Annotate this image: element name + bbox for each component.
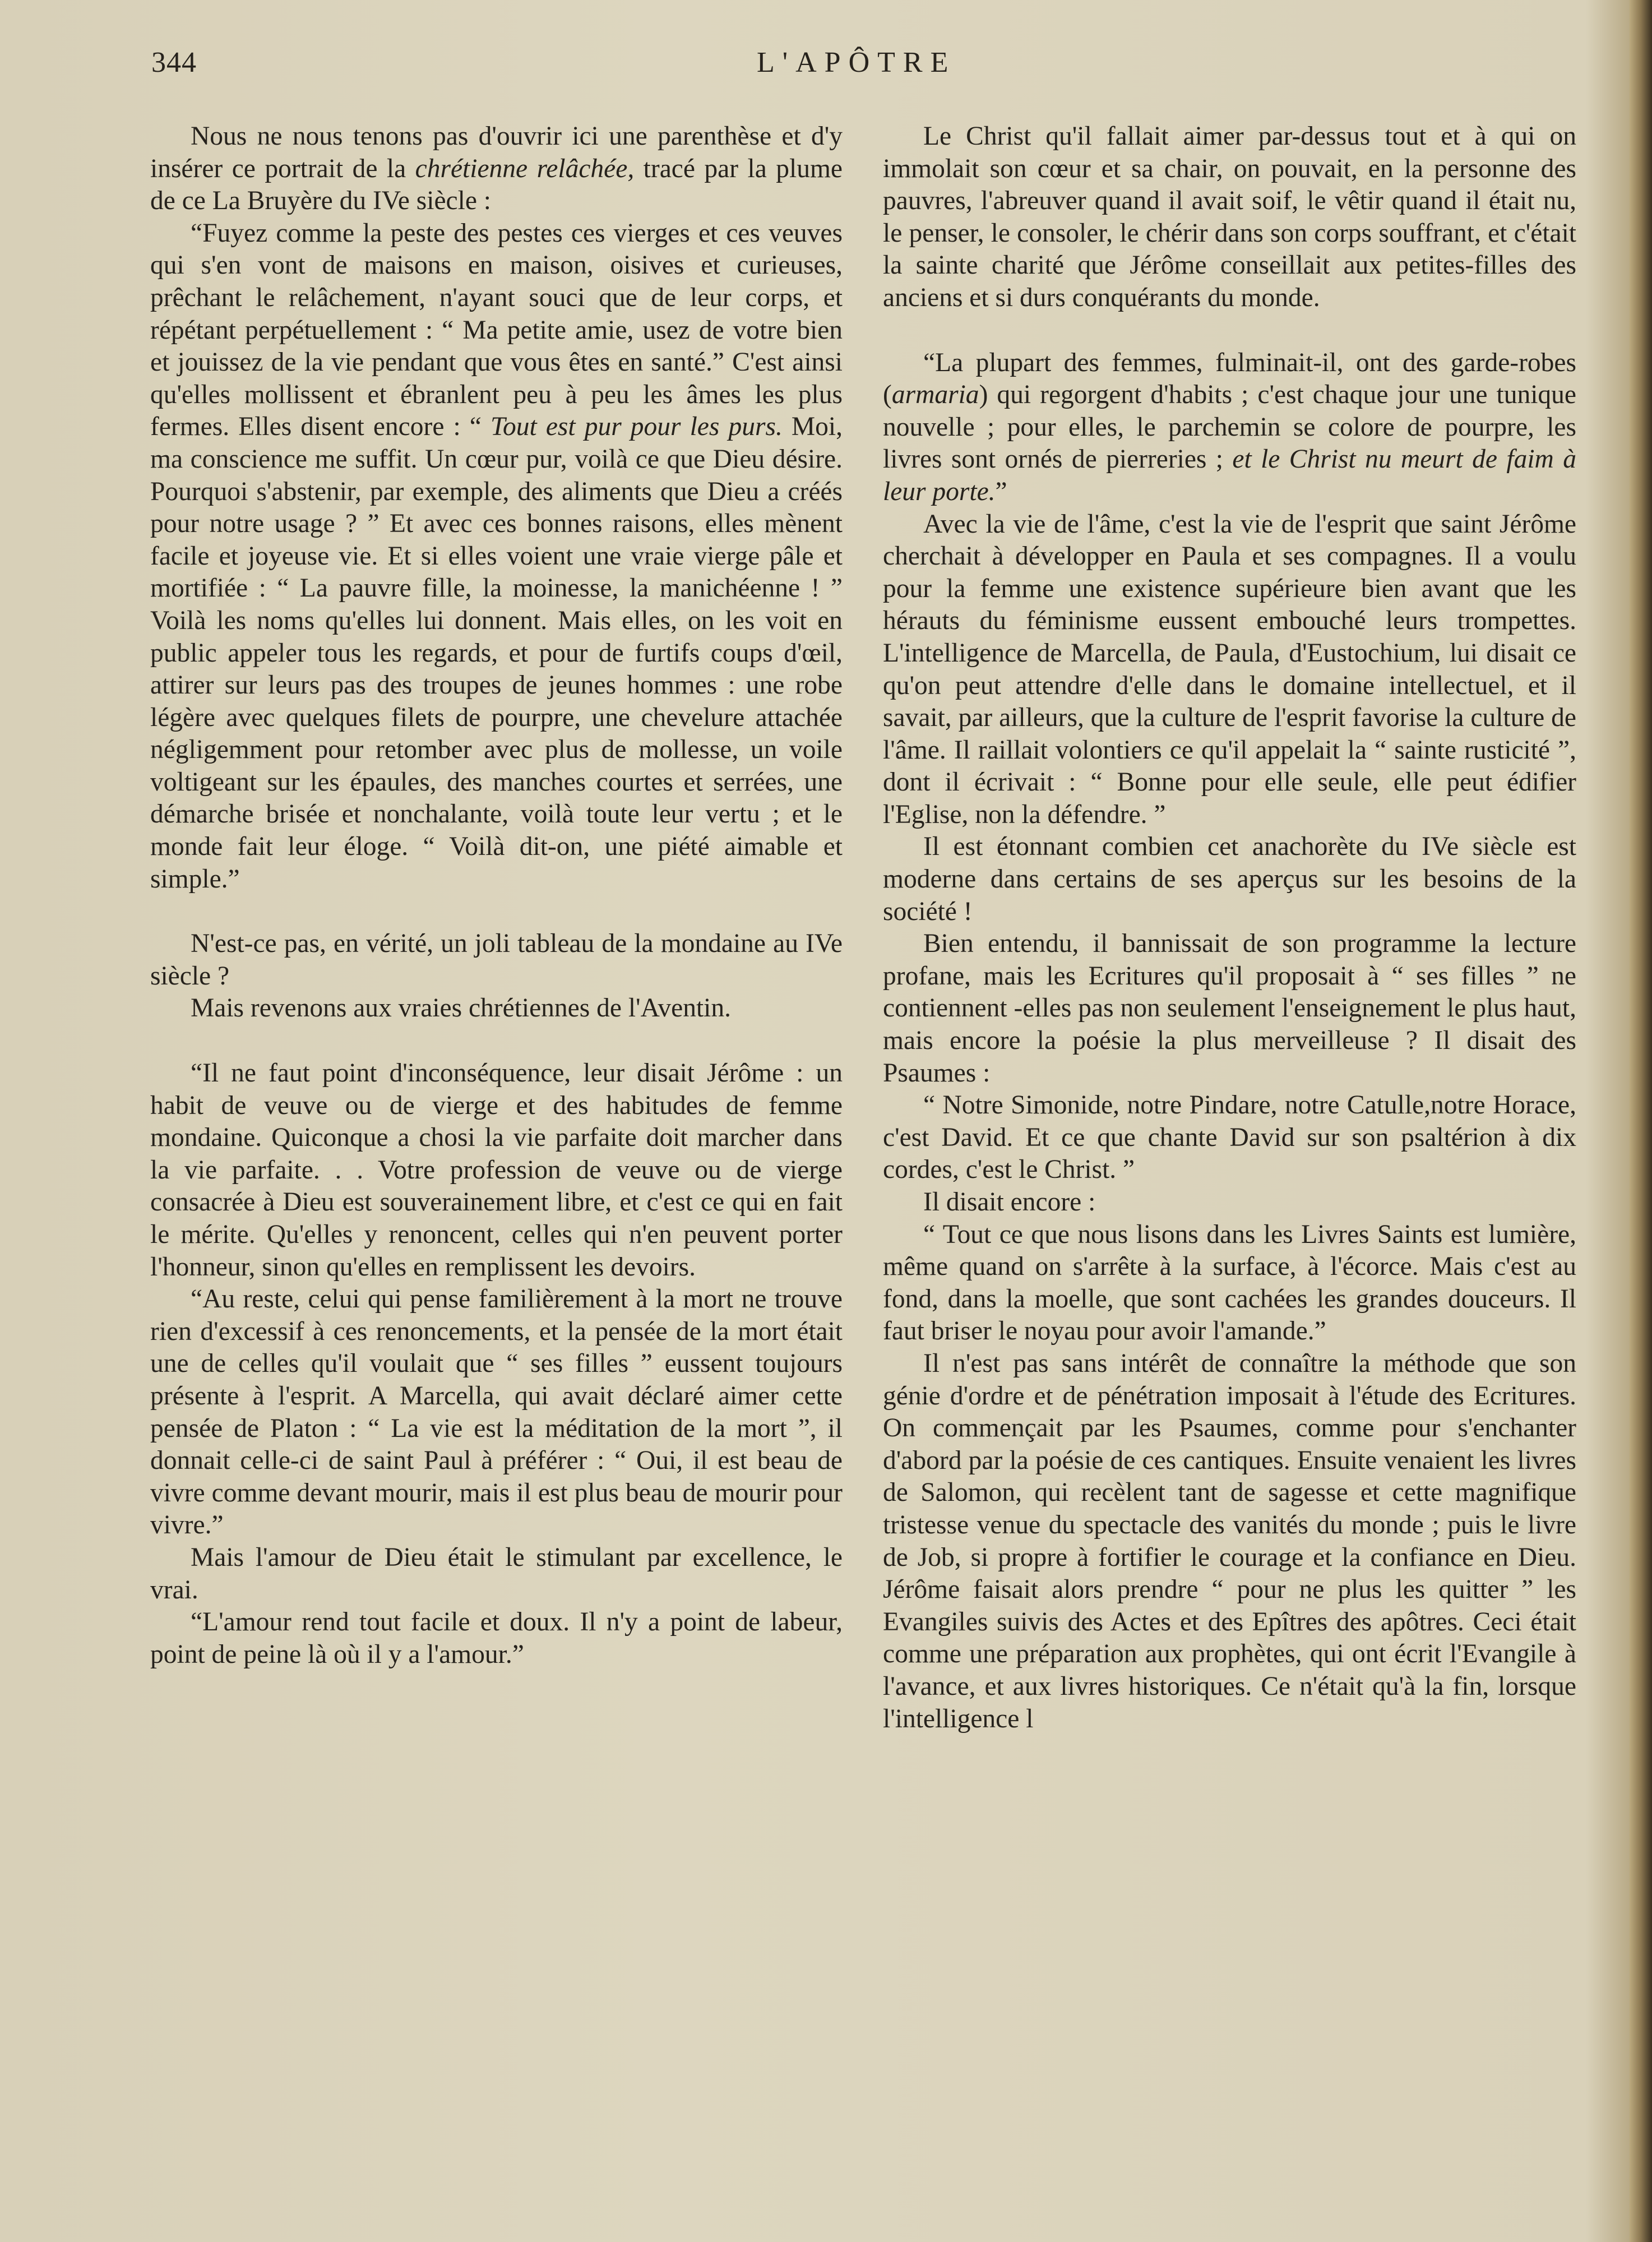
quotation-paragraph: “ Tout ce que nous lisons dans les Livres Saints est lumière, même quand on s'arrête à la surface, à l'écorce. Mais c'est au fond, dans la moelle, que sont cachées les grandes douceurs. Il faut briser le noyau pour avoir l'amande.” (883, 1219, 1576, 1346)
paragraph: N'est-ce pas, en vérité, un joli tableau de la mondaine au IVe siècle ? (150, 929, 843, 991)
paragraph: Il n'est pas sans intérêt de connaître la méthode que son génie d'ordre et de pénétration imposait à l'étude des Ecritures. On commençait par les Psaumes, comme pour s'enchanter d'abord par la poésie de ces cantiques. Ensuite venaient les livres de Salomon, qui recèlent tant de sagesse et cette magnifique tristesse venue du spectacle des vanités du monde ; puis le livre de Job, si propre à fortifier le courage et la confiance en Dieu. Jérôme faisait alors prendre “ pour ne plus les quitter ” les Evangiles suivis des Actes et des Epîtres des apôtres. Ceci était comme une préparation aux prophètes, qui ont écrit l'Evangile à l'avance, et aux livres historiques. Ce n'était qu'à la fin, lorsque l'intelligence l (883, 1348, 1576, 1733)
page-header (151, 46, 1609, 85)
paragraph: Bien entendu, il bannissait de son programme la lecture profane, mais les Ecritures qu'il proposait à “ ses filles ” ne contiennent -elles pas non seulement l'enseignement le plus haut, mais encore la poésie la plus merveilleuse ? Il disait des Psaumes : (883, 929, 1576, 1088)
running-title: L'APÔTRE (757, 47, 956, 78)
quotation-paragraph: “ Notre Simonide, notre Pindare, notre Catulle,notre Horace, c'est David. Et ce que chante David sur son psaltérion à dix cordes, c'est le Christ. ” (883, 1090, 1576, 1185)
right-column (883, 121, 1576, 1735)
paragraph: Il est étonnant combien cet anachorète du IVe siècle est moderne dans certains de ses aperçus sur les besoins de la société ! (883, 832, 1576, 926)
paragraph: Mais revenons aux vraies chrétiennes de l'Aventin. (191, 993, 731, 1023)
quotation-paragraph: “Fuyez comme la peste des pestes ces vierges et ces veuves qui s'en vont de maisons en maison, oisives et curieuses, prêchant le relâchement, n'ayant souci que de leur corps, et répétant perpétuellement : “ Ma petite amie, usez de votre bien et jouissez de la vie pendant que vous êtes en santé.” C'est ainsi qu'elles mollissent et ébranlent peu à peu les âmes les plus fermes. Elles disent encore : “ Tout est pur pour les purs. Moi, ma conscience me suffit. Un cœur pur, voilà ce que Dieu désire. Pourquoi s'abstenir, par exemple, des aliments que Dieu a créés pour notre usage ? ” Et avec ces bonnes raisons, elles mènent facile et joyeuse vie. Et si elles voient une vraie vierge pâle et mortifiée : “ La pauvre fille, la moinesse, la manichéenne ! ” Voilà les noms qu'elles lui donnent. Mais elles, on les voit en public appeler tous les regards, et pour de furtifs coups d'œil, attirer sur leurs pas des troupes de jeunes hommes : une robe légère avec quelques filets de pourpre, une chevelure attachée négligemment pour retomber avec plus de mollesse, un voile voltigeant sur les épaules, des manches courtes et serrées, une démarche brisée et nonchalante, voilà toute leur vertu ; et le monde fait leur éloge. “ Voilà dit-on, une piété aimable et simple.” (150, 218, 843, 894)
paragraph: Avec la vie de l'âme, c'est la vie de l'esprit que saint Jérôme cherchait à développer en Paula et ses compagnes. Il a voulu pour la femme une existence supérieure bien avant que les hérauts du féminisme eussent embouché leurs trompettes. L'intelligence de Marcella, de Paula, d'Eustochium, lui disait ce qu'on peut attendre d'elle dans le domaine intellectuel, et il savait, par ailleurs, que la culture de l'esprit favorise la culture de l'âme. Il raillait volontiers ce qu'il appelait la “ sainte rusticité ”, dont il écrivait : “ Bonne pour elle seule, elle peut édifier l'Eglise, non la défendre. ” (883, 509, 1576, 829)
paragraph: Le Christ qu'il fallait aimer par-dessus tout et à qui on immolait son cœur et sa chair, on pouvait, en la personne des pauvres, l'abreuver quand il avait soif, le vêtir quand il était nu, le penser, le consoler, le chérir dans son corps souffrant, et c'était la sainte charité que Jérôme conseillait aux petites-filles des anciens et si durs conquérants du monde. (883, 122, 1576, 312)
quotation-paragraph: “L'amour rend tout facile et doux. Il n'y a point de labeur, point de peine là où il y a l'amour.” (150, 1607, 843, 1669)
quotation-paragraph: “La plupart des femmes, fulminait-il, ont des garde-robes (armaria) qui regorgent d'habits ; c'est chaque jour une tunique nouvelle ; pour elles, le parchemin se colore de pourpre, les livres sont ornés de pierreries ; et le Christ nu meurt de faim à leur porte.” (883, 348, 1576, 506)
left-column (150, 121, 843, 1671)
quotation-paragraph: “Au reste, celui qui pense familièrement à la mort ne trouve rien d'excessif à ces renoncements, et la pensée de la mort était une de celles qu'il voulait que “ ses filles ” eussent toujours présente à l'esprit. A Marcella, qui avait déclaré aimer cette pensée de Platon : “ La vie est la méditation de la mort ”, il donnait celle-ci de saint Paul à préférer : “ Oui, il est beau de vivre comme devant mourir, mais il est plus beau de mourir pour vivre.” (150, 1284, 843, 1540)
quotation-paragraph: “Il ne faut point d'inconséquence, leur disait Jérôme : un habit de veuve ou de vierge et des habitudes de femme mondaine. Quiconque a chosi la vie parfaite doit marcher dans la vie parfaite. . . Votre profession de veuve ou de vierge consacrée à Dieu est souverainement libre, et c'est ce qui en fait le mérite. Qu'elles y renoncent, celles qui n'en peuvent porter l'honneur, sinon qu'elles en remplissent les devoirs. (150, 1058, 843, 1282)
paragraph: Il disait encore : (923, 1187, 1096, 1217)
book-spine (1630, 0, 1652, 2242)
page-number: 344 (151, 47, 197, 78)
paragraph: Mais l'amour de Dieu était le stimulant par excellence, le vrai. (150, 1542, 843, 1605)
paragraph: Nous ne nous tenons pas d'ouvrir ici une parenthèse et d'y insérer ce portrait de la chrétienne relâchée, tracé par la plume de ce La Bruyère du IVe siècle : (150, 122, 843, 216)
